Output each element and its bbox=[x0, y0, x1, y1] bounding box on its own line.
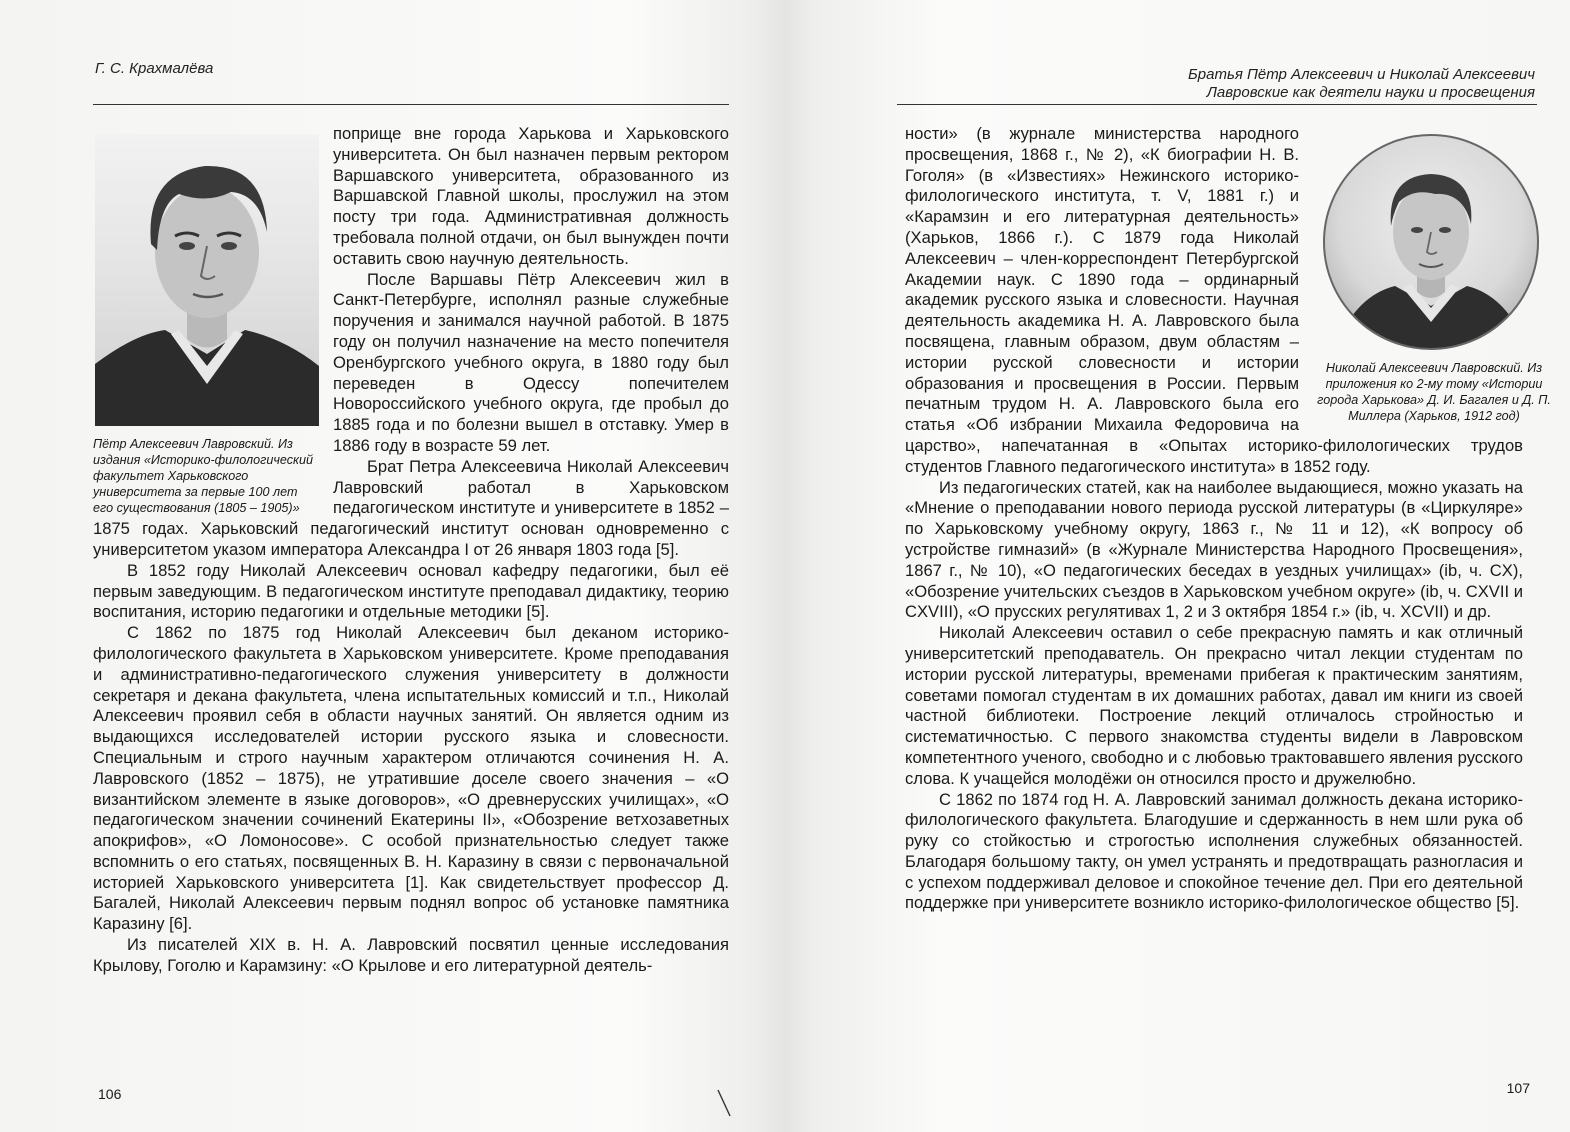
left-running-head: Г. С. Крахмалёва bbox=[95, 60, 214, 77]
left-paragraph-1: поприще вне города Харькова и Харьковского университета. Он был назначен первым ректором Варшавского университета, образованного из Варшавской Главной школы, прослужил на этом посту три года. Административная должность требовала полной отдачи, он был вынужден почти оставить свою научную деятельность. bbox=[333, 124, 729, 268]
right-paragraph-2: Из педагогических статей, как на наиболее выдающиеся, можно указать на «Мнение о преподавании нового периода русской литературы (в «Циркуляре» по Харьковскому учебному округу, 1863 г., № 11 и 12), «К вопросу об устройстве гимназий» (в «Журнале Министерства Народного Просвещения», 1867 г., № 10), «О педагогических беседах в уездных училищах» (ib, ч. CX), «Обозрение учительских съездов в Харьковском учебном округе» (ib, ч. CXVII и CXVIII), «О прусских регулятивах 1, 2 и 3 октября 1854 г.» (ib, ч. XCVII) и др. bbox=[905, 477, 1523, 622]
right-photo-block bbox=[1313, 124, 1553, 424]
left-photo-block bbox=[91, 134, 333, 516]
pencil-mark bbox=[716, 1088, 732, 1118]
right-running-head bbox=[1188, 66, 1535, 102]
right-running-head-line2: Лавровские как деятели науки и просвещения bbox=[1206, 84, 1535, 101]
left-header-rule bbox=[93, 104, 729, 105]
right-page bbox=[785, 0, 1570, 1132]
left-page-number: 106 bbox=[98, 1086, 122, 1102]
right-photo-caption: Николай Алексеевич Лавровский. Из приложения ко 2-му тому «Истории города Харькова» Д. И. Багалея и Д. П. Миллера (Харьков, 1912 год) bbox=[1317, 361, 1551, 423]
right-page-number: 107 bbox=[1506, 1080, 1530, 1096]
left-paragraph-5: С 1862 по 1875 год Николай Алексеевич был деканом историко-филологического факультета в Харьковском университете. Кроме преподавания и административно-педагогического служения университету в должности секретаря и декана факультета, члена испытательных комиссий и т.п., Николай Алексеевич проявил себя в области научных занятий. Он является одним из выдающихся исследователей истории русского языка и словесности. Специальным и строго научным характером отличаются сочинения Н. А. Лавровского (1852 – 1875), не утратившие доселе своего значения – «О византийском элементе в языке договоров», «О древнерусских училищах», «О педагогическом значении сочинений Екатерины II», «Обозрение ветхозаветных апокрифов», «О Ломоносове». С особой признательностью следует также вспомнить о его статьях, посвященных В. Н. Каразину в связи с первоначальной историей Харьковского университета [1]. Как свидетельствует профессор Д. Багалей, Николай Алексеевич первым поднял вопрос об установке памятника Каразину [6]. bbox=[93, 623, 729, 934]
left-paragraph-3: Брат Петра Алексеевича Николай Алексеевич Лавровский работал в Харьковском педагогическом институте и университете в 1852 – 1875 годах. Харьковский педагогический институт основан одновременно с университетом указом императора Александра I от 26 января 1803 года [5]. bbox=[93, 456, 729, 559]
right-running-head-line1: Братья Пётр Алексеевич и Николай Алексеевич bbox=[1188, 66, 1535, 83]
portrait-illustration-round bbox=[1325, 136, 1537, 348]
portrait-photo-nikolai bbox=[1323, 134, 1539, 350]
right-body-text bbox=[905, 124, 1551, 914]
right-header-rule bbox=[897, 104, 1537, 105]
left-paragraph-6: Из писателей XIX в. Н. А. Лавровский посвятил ценные исследования Крылову, Гоголю и Карамзину: «О Крылове и его литературной деятель- bbox=[93, 935, 729, 975]
left-body-text bbox=[93, 124, 729, 977]
right-paragraph-1: ности» (в журнале министерства народного просвещения, 1868 г., № 2), «К биографии Н. В. Гоголя» (в «Известиях» Нежинского историко-филологического института, т. V, 1881 г.) и «Карамзин и его литературная деятельность» (Харьков, 1866 г.). С 1879 года Николай Алексеевич – член-корреспондент Петербургской Академии наук. С 1890 года – ординарный академик русского языка и словесности. Научная деятельность академика Н. А. Лавровского была посвящена, главным образом, двум областям – истории русской словесности и истории образования и просвещения в России. Первым печатным трудом Н. А. Лавровского была его статья «Об избрании Михаила Федоровича на царство», напечатанная в «Опытах историко-филологических трудов студентов Главного педагогического института» в 1852 году. bbox=[905, 124, 1523, 476]
right-paragraph-4: С 1862 по 1874 год Н. А. Лавровский занимал должность декана историко-филологического факультета. Благодушие и сдержанность в нем шли рука об руку со стойкостью и строгостью исполнения служебных обязанностей. Благодаря большому такту, он умел устранять и предотвращать разногласия и с успехом поддерживал деловое и спокойное течение дел. При его деятельной поддержке при университете возникло историко-филологическое общество [5]. bbox=[905, 789, 1523, 913]
portrait-photo-petr bbox=[95, 134, 319, 426]
left-photo-caption: Пётр Алексеевич Лавровский. Из издания «Историко-филологический факультет Харьковского университета за первые 100 лет его существования (1805 – 1905)» bbox=[93, 437, 313, 515]
left-paragraph-4: В 1852 году Николай Алексеевич основал кафедру педагогики, был её первым заведующим. В педагогическом институте преподавал дидактику, теорию воспитания, историю педагогики и отдельные методики [5]. bbox=[93, 560, 729, 622]
right-paragraph-3: Николай Алексеевич оставил о себе прекрасную память и как отличный университетский преподаватель. Он прекрасно читал лекции студентам по истории русской литературы, временами прибегая к практическим занятиям, советами помогал студентам в их домашних работах, давал им книги из своей частной библиотеки. Построение лекций отличалось стройностью и систематичностью. С первого знакомства студенты видели в Лавровском компетентного ученого, свободно и с любовью трактовавшего явления русского слова. К учащейся молодёжи он относился просто и дружелюбно. bbox=[905, 623, 1523, 788]
left-paragraph-2: После Варшавы Пётр Алексеевич жил в Санкт-Петербурге, исполнял разные служебные поручения и занимался научной работой. В 1875 году он получил назначение на место попечителя Оренбургского учебного округа, в 1880 году был переведен в Одессу попечителем Новороссийского учебного округа, где пробыл до 1885 года и по болезни вышел в отставку. Умер в 1886 году в возрасте 59 лет. bbox=[333, 269, 729, 455]
portrait-illustration bbox=[95, 134, 319, 426]
